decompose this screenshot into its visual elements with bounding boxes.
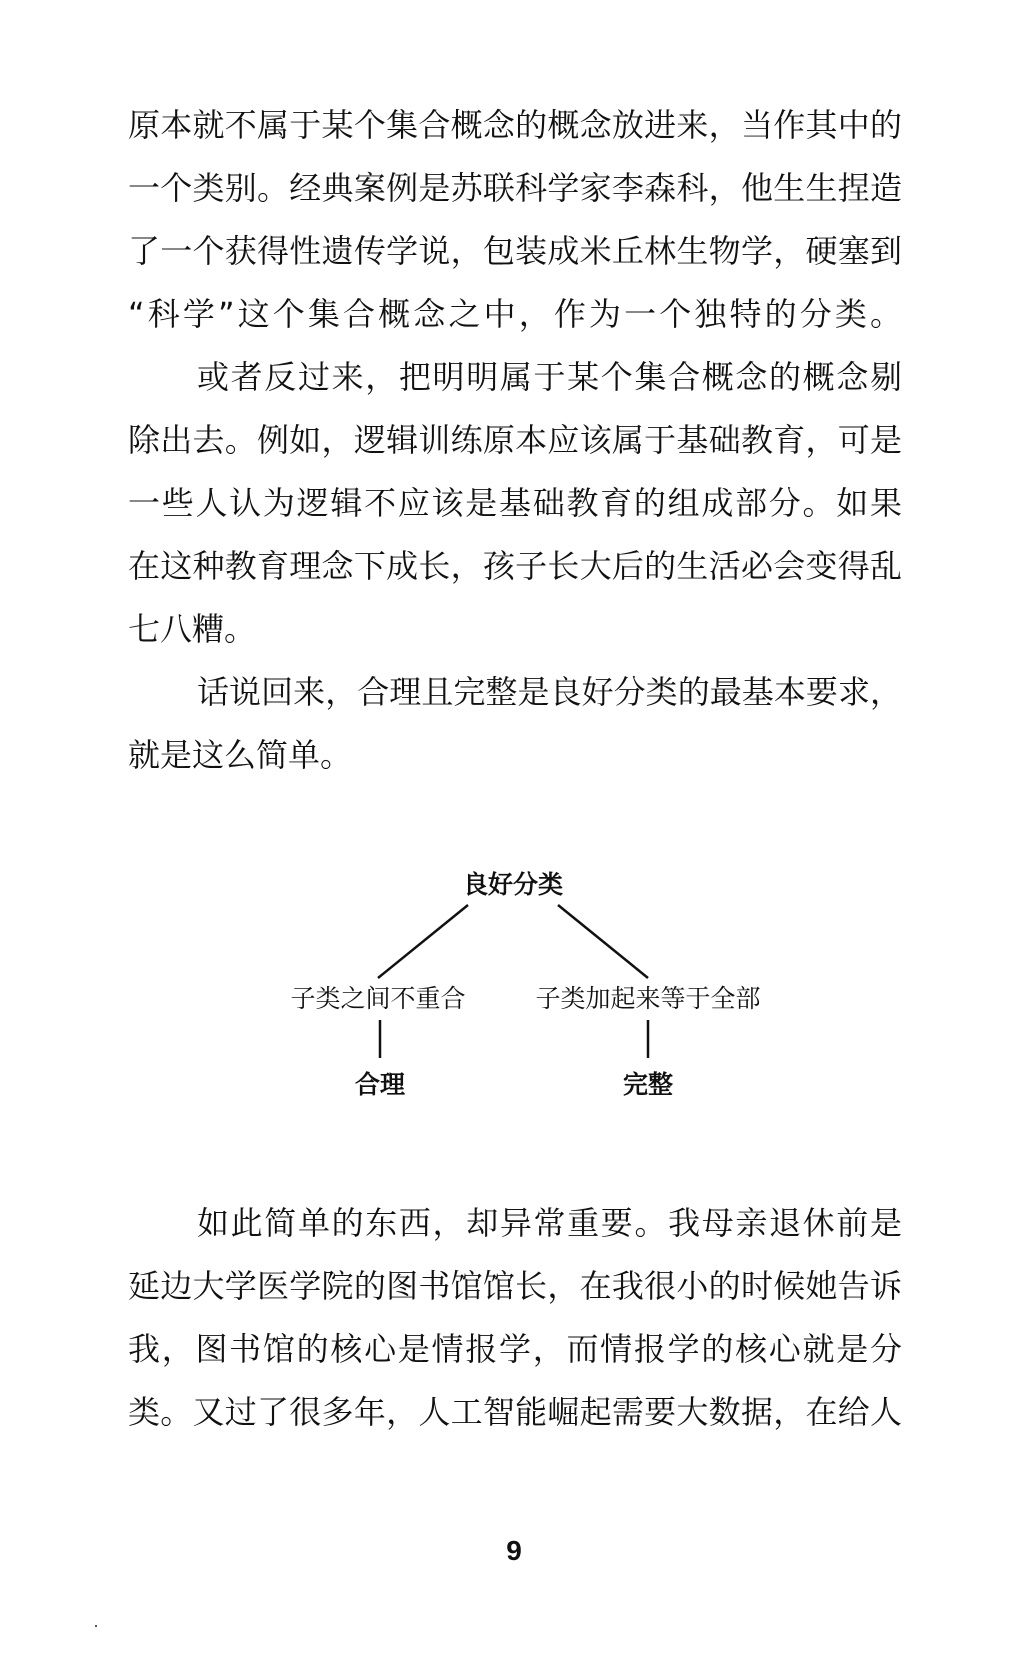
page-number: 9 <box>506 1535 522 1566</box>
text-line <box>0 407 1028 473</box>
connector-root-left <box>378 905 468 978</box>
text-line <box>0 659 1028 725</box>
text-line-content: 我，图书馆的核心是情报学，而情报学的核心就是分 <box>128 1330 904 1368</box>
tree-connectors <box>0 860 1028 1160</box>
text-line <box>0 218 1028 284</box>
text-line <box>0 596 1028 662</box>
text-line <box>0 533 1028 599</box>
text-line <box>0 1253 1028 1319</box>
connector-root-right <box>558 905 648 978</box>
text-line-content: 除出去。例如，逻辑训练原本应该属于基础教育，可是 <box>128 421 903 459</box>
tree-left-branch-node: 子类之间不重合 <box>290 984 466 1013</box>
text-line-content: 如此简单的东西，却异常重要。我母亲退休前是 <box>197 1204 904 1242</box>
tree-root-node: 良好分类 <box>462 870 564 899</box>
text-line-content: 话说回来，合理且完整是良好分类的最基本要求， <box>197 673 903 711</box>
text-line <box>0 722 1028 788</box>
text-line <box>0 1379 1028 1445</box>
text-line-content: 在这种教育理念下成长，孩子长大后的生活必会变得乱 <box>128 547 903 585</box>
text-line-content: 类。又过了很多年，人工智能崛起需要大数据，在给人 <box>128 1393 903 1431</box>
text-line-content: “科学”这个集合概念之中，作为一个独特的分类。 <box>128 295 906 333</box>
text-line-content: 或者反过来，把明明属于某个集合概念的概念剔 <box>197 358 904 396</box>
text-line <box>0 92 1028 158</box>
tree-right-leaf-node: 完整 <box>622 1070 674 1099</box>
text-line-content: 就是这么简单。 <box>128 736 353 774</box>
text-line <box>0 1190 1028 1256</box>
text-line <box>0 281 1028 347</box>
text-line-content: 原本就不属于某个集合概念的概念放进来，当作其中的 <box>128 106 903 144</box>
tree-right-branch-node: 子类加起来等于全部 <box>535 984 761 1013</box>
text-line <box>0 1316 1028 1382</box>
text-line-content: 七八糟。 <box>128 610 257 648</box>
text-line-content: 延边大学医学院的图书馆馆长，在我很小的时候她告诉 <box>128 1267 903 1305</box>
text-line <box>0 470 1028 536</box>
classification-tree-diagram <box>0 860 1028 1160</box>
text-line <box>0 155 1028 221</box>
tree-left-leaf-node: 合理 <box>354 1070 406 1099</box>
text-line-content: 一个类别。经典案例是苏联科学家李森科，他生生捏造 <box>128 169 903 207</box>
text-line-content: 一些人认为逻辑不应该是基础教育的组成部分。如果 <box>128 484 904 522</box>
text-line <box>0 344 1028 410</box>
text-line-content: 了一个获得性遗传学说，包装成米丘林生物学，硬塞到 <box>128 232 903 270</box>
scan-speck <box>95 1625 97 1627</box>
